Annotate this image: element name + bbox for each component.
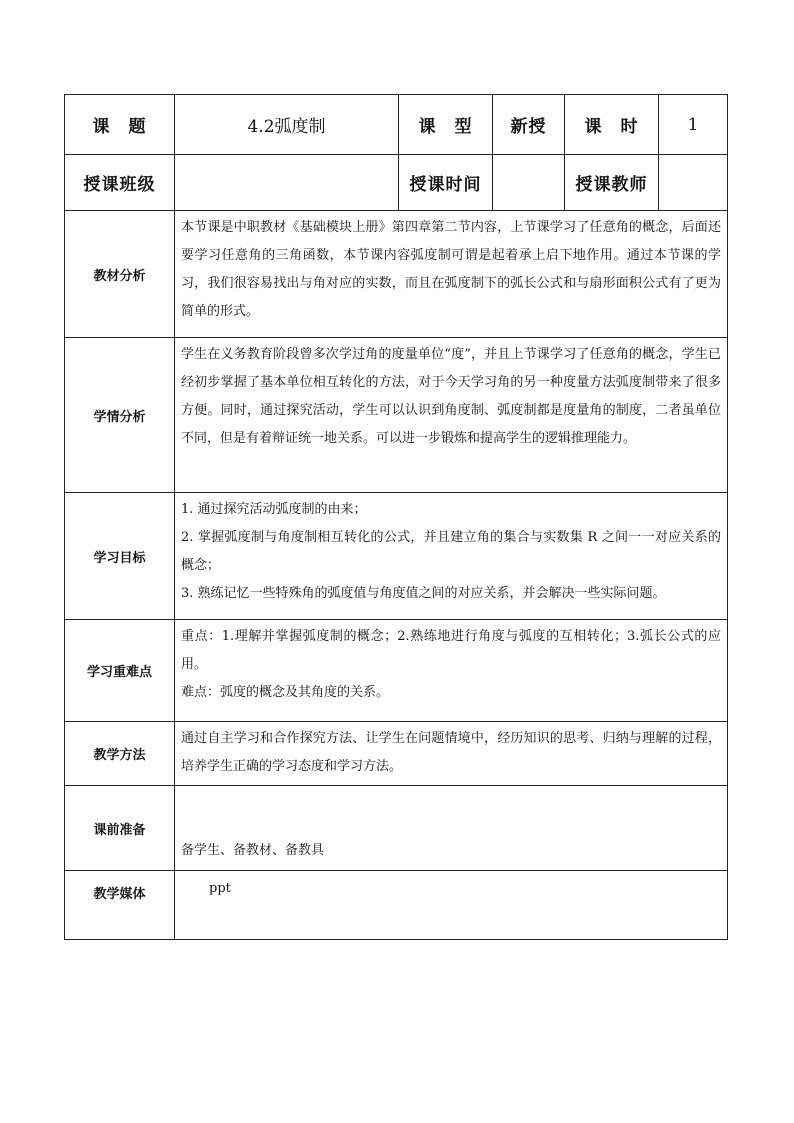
- method-content: [175, 722, 728, 786]
- hours-value: 1: [659, 95, 728, 155]
- method-text: 通过自主学习和合作探究方法、让学生在问题情境中，经历知识的思考、归纳与理解的过程，培养学生正确的学习态度和学习方法。: [181, 731, 721, 774]
- media-label: 教学媒体: [65, 871, 175, 940]
- objective-item: 3. 熟练记忆一些特殊角的弧度值与角度值之间的对应关系，并会解决一些实际问题。: [181, 586, 666, 601]
- type-value: 新授: [493, 95, 565, 155]
- method-row: [65, 722, 728, 786]
- class-value: [175, 155, 399, 211]
- student-analysis-content: [175, 338, 728, 493]
- teacher-value: [659, 155, 728, 211]
- hours-label: 课 时: [565, 95, 659, 155]
- media-row: [65, 871, 728, 940]
- objectives-content: [175, 493, 728, 620]
- difficult-points-text: 难点：弧度的概念及其角度的关系。: [181, 685, 390, 700]
- objectives-row: [65, 493, 728, 620]
- objective-item: 2. 掌握弧度制与角度制相互转化的公式，并且建立角的集合与实数集 R 之间一一对应关系的概念；: [181, 530, 721, 573]
- method-label: 教学方法: [65, 722, 175, 786]
- student-analysis-label: 学情分析: [65, 338, 175, 493]
- preparation-text: 备学生、备教材、备教具: [175, 786, 728, 871]
- time-label: 授课时间: [399, 155, 493, 211]
- subject-value: 4.2弧度制: [175, 95, 399, 155]
- key-points-content: [175, 620, 728, 722]
- teacher-label: 授课教师: [565, 155, 659, 211]
- objectives-label: 学习目标: [65, 493, 175, 620]
- class-label: 授课班级: [65, 155, 175, 211]
- material-analysis-row: [65, 211, 728, 338]
- student-analysis-text: 学生在义务教育阶段曾多次学过角的度量单位“度”，并且上节课学习了任意角的概念，学生已经初步掌握了基本单位相互转化的方法，对于今天学习角的另一种度量方法弧度制带来了很多方便。同时，通过探究活动，学生可以认识到角度制、弧度制都是度量角的制度，二者虽单位不同，但是有着辩证统一地关系。可以进一步锻炼和提高学生的逻辑推理能力。: [181, 347, 721, 446]
- key-points-row: [65, 620, 728, 722]
- objective-item: 1. 通过探究活动弧度制的由来；: [181, 502, 367, 517]
- subject-label: 课 题: [65, 95, 175, 155]
- time-value: [493, 155, 565, 211]
- preparation-row: [65, 786, 728, 871]
- info-row: [65, 155, 728, 211]
- lesson-plan-table: [64, 94, 728, 940]
- student-analysis-row: [65, 338, 728, 493]
- material-analysis-label: 教材分析: [65, 211, 175, 338]
- key-points-label: 学习重难点: [65, 620, 175, 722]
- header-row: [65, 95, 728, 155]
- media-text: ppt: [175, 871, 728, 940]
- material-analysis-content: [175, 211, 728, 338]
- type-label: 课 型: [399, 95, 493, 155]
- material-analysis-text: 本节课是中职教材《基础模块上册》第四章第二节内容，上节课学习了任意角的概念，后面还要学习任意角的三角函数，本节课内容弧度制可谓是起着承上启下地作用。通过本节课的学习，我们很容易找出与角对应的实数，而且在弧度制下的弧长公式和与扇形面积公式有了更为简单的形式。: [181, 220, 721, 319]
- key-points-text: 重点：1.理解并掌握弧度制的概念；2.熟练地进行角度与弧度的互相转化；3.弧长公式的应用。: [181, 629, 721, 672]
- preparation-label: 课前准备: [65, 786, 175, 871]
